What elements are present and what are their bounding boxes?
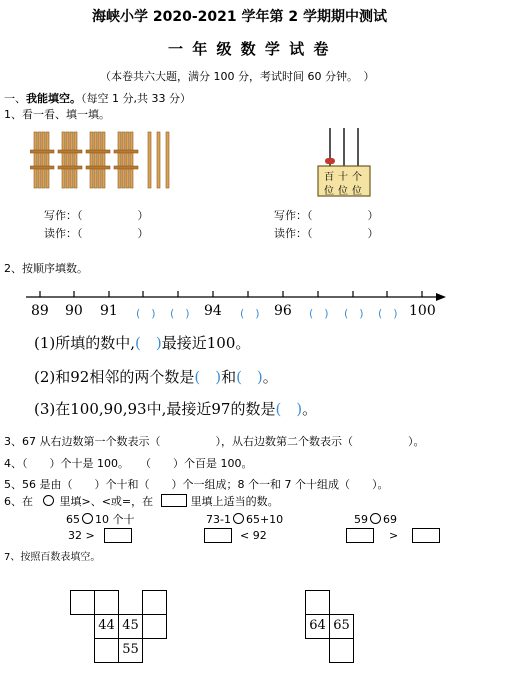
compare-item-1: 65 10 个十 (66, 513, 135, 526)
hundred-chart-cell[interactable] (142, 590, 167, 615)
answer-blank[interactable]: ( ) (135, 334, 162, 352)
section-heading (4, 92, 191, 105)
number-line-label: 94 (204, 303, 222, 319)
stick-bundle (86, 132, 110, 188)
hundred-chart-cell[interactable] (142, 614, 167, 639)
section-number: 一、 (4, 92, 26, 105)
abacus-label-place: 位 (338, 186, 348, 197)
circle-symbol-icon (43, 495, 54, 506)
fill-item-1: 32 > (68, 529, 95, 542)
answer-blank[interactable]: ( ) (236, 368, 263, 386)
question-2-label: 2、按顺序填数。 (4, 262, 88, 275)
hundred-chart-cell[interactable] (94, 590, 119, 615)
stick-bundle (30, 132, 54, 188)
section-scoring: （每空 1 分,共 33 分） (81, 92, 191, 105)
compare-circle[interactable] (233, 513, 244, 524)
question-6-label: 6、在 里填>、<或=，在 里填上适当的数。 (4, 495, 279, 508)
page-subtitle: 一 年 级 数 学 试 卷 (168, 40, 331, 58)
number-line-blank[interactable]: ( ) (344, 307, 364, 320)
number-line-blank[interactable]: ( ) (378, 307, 398, 320)
question-4: 4、（ ）个十是 100。 （ ）个百是 100。 (4, 457, 253, 470)
fill-item-2: < 92 (240, 529, 267, 542)
fill-box[interactable] (104, 528, 132, 543)
hundred-chart-cell[interactable] (94, 638, 119, 663)
box-symbol-icon (161, 494, 187, 507)
write-blank-right[interactable]: 写作：（ ） (274, 209, 379, 222)
fill-box[interactable] (346, 528, 374, 543)
section-title: 我能填空。 (26, 92, 81, 105)
number-line-label: 100 (409, 303, 436, 319)
fill-item-3: > (389, 529, 399, 542)
number-line-blank[interactable]: ( ) (136, 307, 156, 320)
abacus-label-place: 位 (352, 186, 362, 197)
answer-blank[interactable]: ( ) (194, 368, 222, 386)
compare-circle[interactable] (82, 513, 93, 524)
stick-bundle (58, 132, 82, 188)
stick-bundle (114, 132, 138, 188)
hundred-chart-cell[interactable]: 65 (329, 614, 354, 639)
write-blank-left[interactable]: 写作：（ ） (44, 209, 149, 222)
question-7-label: 7、按照百数表填空。 (4, 552, 101, 563)
number-line-blank[interactable]: ( ) (240, 307, 260, 320)
hundred-chart-cell[interactable] (329, 638, 354, 663)
abacus-label-tens: 十 (338, 172, 348, 183)
fill-box[interactable] (204, 528, 232, 543)
stick-bundles-image (30, 130, 180, 190)
question-5: 5、56 是由（ ）个十和（ ）个一组成；8 个一和 7 个十组成（ ）。 (4, 478, 389, 491)
number-line-label: 96 (274, 303, 292, 319)
number-line-label: 89 (31, 303, 49, 319)
question-2-sub-3: (3)在100,90,93中,最接近97的数是( )。 (34, 400, 318, 418)
number-line-blank[interactable]: ( ) (309, 307, 329, 320)
number-line-blank[interactable]: ( ) (170, 307, 190, 320)
hundred-chart-cell[interactable] (305, 590, 330, 615)
answer-blank[interactable]: ( ) (275, 400, 303, 418)
hundred-chart-cell[interactable]: 64 (305, 614, 330, 639)
hundred-chart-cell[interactable]: 55 (118, 638, 143, 663)
page-title: 海峡小学 2020-2021 学年第 2 学期期中测试 (92, 9, 387, 25)
question-2-sub-2: (2)和92相邻的两个数是( )和( )。 (34, 368, 278, 386)
number-line-label: 91 (100, 303, 118, 319)
hundred-chart-cell[interactable]: 45 (118, 614, 143, 639)
question-2-sub-1: (1)所填的数中,( )最接近100。 (34, 334, 251, 352)
hundred-chart-cell[interactable] (70, 590, 95, 615)
question-1-label: 1、看一看、填一填。 (4, 108, 110, 121)
abacus-label-hundreds: 百 (324, 172, 334, 183)
number-line (26, 288, 446, 302)
abacus-label-ones: 个 (352, 172, 362, 183)
fill-box[interactable] (412, 528, 440, 543)
compare-circle[interactable] (370, 513, 381, 524)
read-blank-left[interactable]: 读作：（ ） (44, 227, 149, 240)
exam-note: （本卷共六大题，满分 100 分，考试时间 60 分钟。 ） (100, 70, 375, 83)
question-3: 3、67 从右边数第一个数表示（ ），从右边数第二个数表示（ ）。 (4, 435, 425, 448)
read-blank-right[interactable]: 读作：（ ） (274, 227, 379, 240)
number-line-label: 90 (65, 303, 83, 319)
single-sticks (148, 132, 169, 188)
abacus-label-place: 位 (324, 186, 334, 197)
hundred-chart-cell[interactable]: 44 (94, 614, 119, 639)
compare-item-2: 73-1 65+10 (206, 513, 284, 526)
compare-item-3: 59 69 (354, 513, 397, 526)
